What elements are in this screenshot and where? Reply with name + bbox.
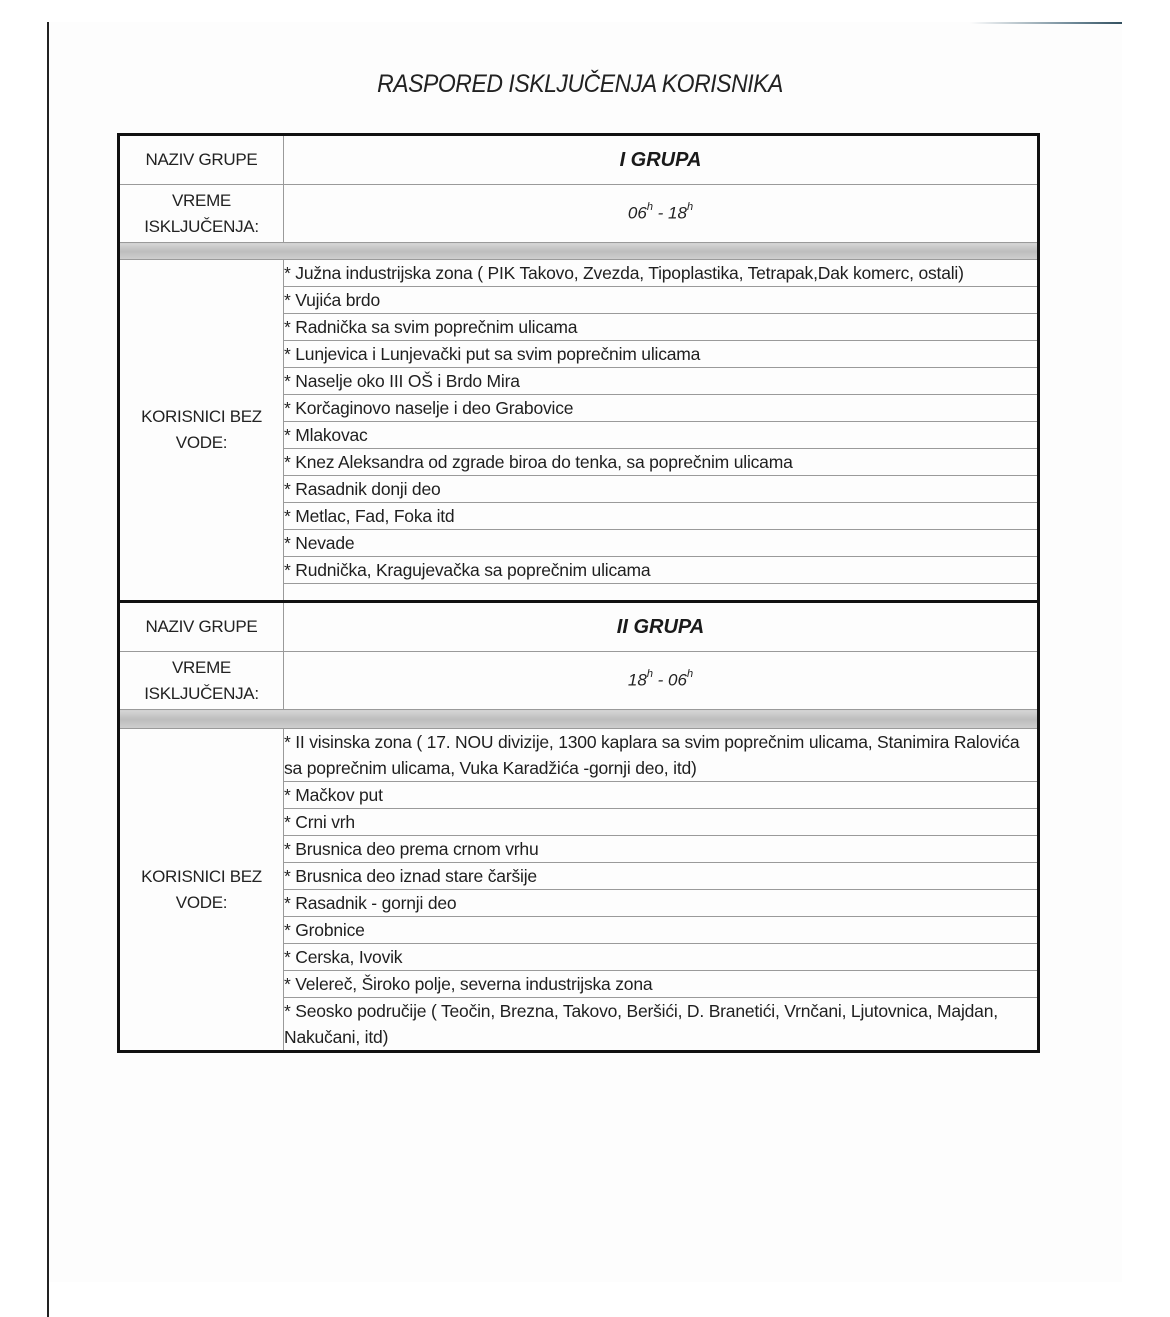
- group-2-name: II GRUPA: [284, 602, 1039, 652]
- list-item-text: * Rasadnik - gornji deo: [284, 890, 1039, 917]
- time-separator: -: [652, 203, 669, 223]
- page-left-edge: [47, 22, 49, 1317]
- time-label-line2: ISKLJUČENJA:: [144, 216, 259, 236]
- group-name-label: NAZIV GRUPE: [119, 135, 284, 185]
- list-item: [119, 260, 1039, 287]
- group-1-time: [284, 185, 1039, 243]
- separator-band: [119, 710, 1039, 729]
- users-without-water-label: [119, 260, 284, 602]
- users-without-water-label: [119, 729, 284, 1052]
- list-item: * II visinska zona ( 17. NOU divizije, 1300 kaplara sa svim poprečnim ulicama, Stanimira Ralovića sa poprečnim ulicama, Vuka Karadžića -gornji deo, itd): [284, 729, 1039, 782]
- list-item-text: * Cerska, Ivovik: [284, 944, 1039, 971]
- time-separator: -: [652, 670, 669, 690]
- time-unit: h: [646, 201, 653, 214]
- list-item-text: * Seosko područije ( Teočin, Brezna, Takovo, Beršići, D. Branetići, Vrnčani, Ljutovnica, Majdan, Nakučani, itd): [284, 998, 1039, 1052]
- users-label-line2: VODE:: [175, 433, 228, 452]
- list-item-text: * Radnička sa svim poprečnim ulicama: [284, 314, 1039, 341]
- list-item-text: * Korčaginovo naselje i deo Grabovice: [284, 395, 1039, 422]
- list-item-text: * Metlac, Fad, Foka itd: [284, 503, 1039, 530]
- time-label: [119, 185, 284, 243]
- list-item-text: * Grobnice: [284, 917, 1039, 944]
- list-item-text: * Vujića brdo: [284, 287, 1039, 314]
- list-item-text: * Crni vrh: [284, 809, 1039, 836]
- list-item-text: * Velereč, Široko polje, severna industrijska zona: [284, 971, 1039, 998]
- time-label: [119, 652, 284, 710]
- time-end: 06: [668, 670, 687, 690]
- list-item-text: * Mlakovac: [284, 422, 1039, 449]
- list-item-text: * Nevade: [284, 530, 1039, 557]
- time-start: 18: [627, 670, 647, 690]
- list-item: [119, 729, 1039, 782]
- list-item-text: * Rudnička, Kragujevačka sa poprečnim ulicama: [284, 557, 1039, 584]
- group-1-time-row: [119, 185, 1039, 243]
- users-label-line1: KORISNICI BEZ: [141, 407, 262, 426]
- time-label-line2: ISKLJUČENJA:: [144, 683, 259, 703]
- group-2-time: [284, 652, 1039, 710]
- group-name-label: NAZIV GRUPE: [119, 602, 284, 652]
- group-2-name-row: [119, 602, 1039, 652]
- time-end: 18: [668, 203, 687, 223]
- users-label-line2: VODE:: [175, 892, 228, 912]
- list-item-text: * Lunjevica i Lunjevački put sa svim poprečnim ulicama: [284, 341, 1039, 368]
- page-top-edge: [970, 22, 1122, 24]
- list-item: * Južna industrijska zona ( PIK Takovo, Zvezda, Tipoplastika, Tetrapak,Dak komerc, ostali): [284, 260, 1039, 287]
- time-start: 06: [627, 203, 647, 223]
- separator-band: [119, 243, 1039, 260]
- list-item-text: * Mačkov put: [284, 782, 1039, 809]
- list-item-text: * Rasadnik donji deo: [284, 476, 1039, 503]
- list-item-text: * Knez Aleksandra od zgrade biroa do tenka, sa poprečnim ulicama: [284, 449, 1039, 476]
- schedule-table: [117, 133, 1040, 1053]
- group-2-time-row: [119, 652, 1039, 710]
- time-label-line1: VREME: [172, 657, 231, 677]
- list-item-text: * Brusnica deo prema crnom vrhu: [284, 836, 1039, 863]
- time-unit: h: [646, 668, 653, 681]
- list-item-text: * Naselje oko III OŠ i Brdo Mira: [284, 368, 1039, 395]
- time-unit: h: [686, 668, 694, 681]
- list-item-text: * Brusnica deo iznad stare čaršije: [284, 863, 1039, 890]
- time-label-line1: VREME: [172, 190, 231, 210]
- document-title: RASPORED ISKLJUČENJA KORISNIKA: [377, 70, 783, 98]
- time-unit: h: [686, 201, 694, 214]
- users-label-line1: KORISNICI BEZ: [141, 866, 262, 886]
- group-1-name-row: [119, 135, 1039, 185]
- group-1-name: I GRUPA: [284, 135, 1039, 185]
